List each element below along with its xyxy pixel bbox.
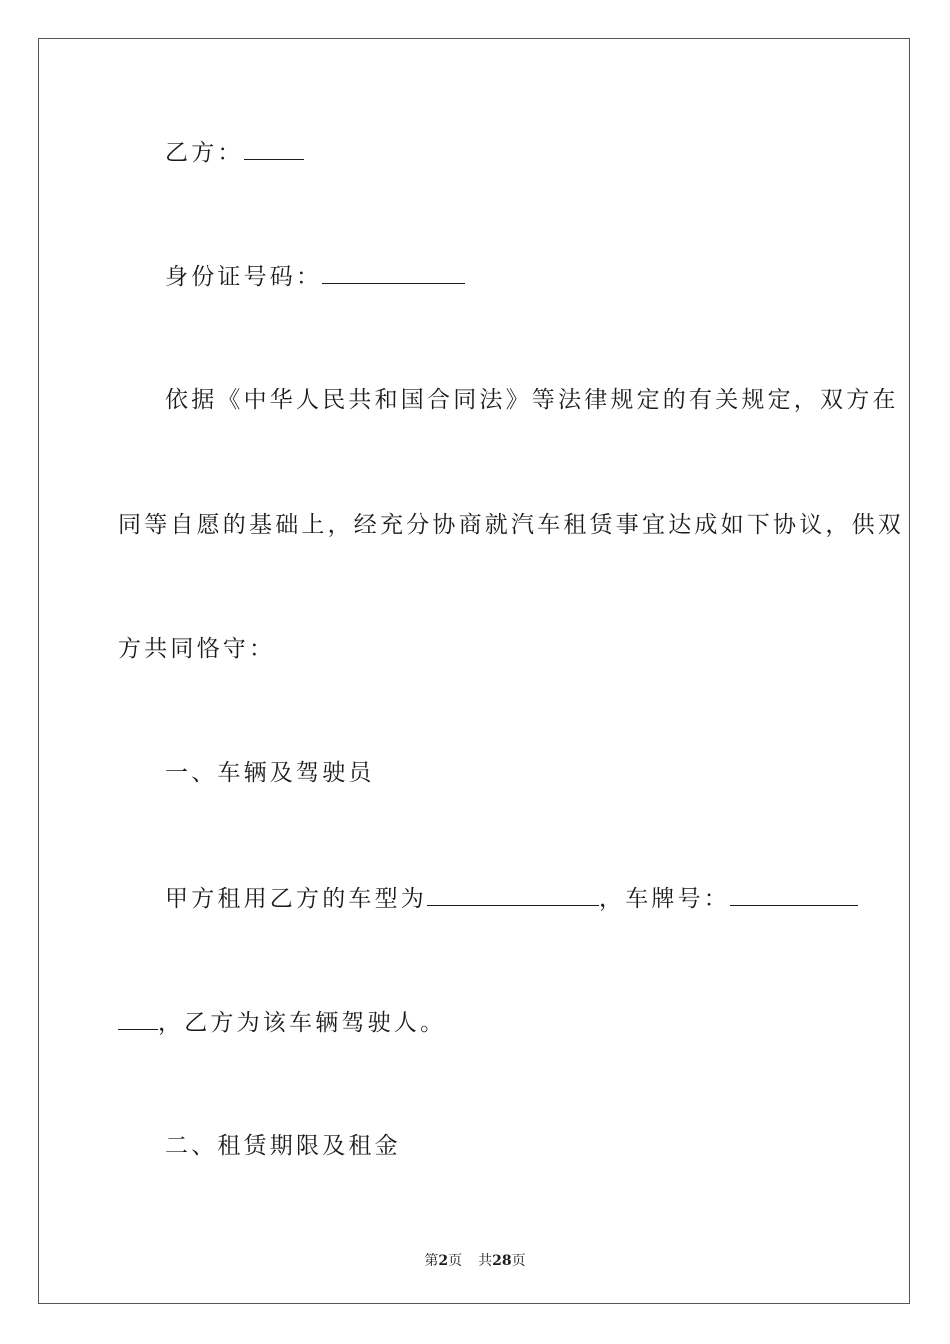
- party-b-label: 乙方：: [165, 140, 244, 166]
- page-prefix: 第: [424, 1253, 439, 1269]
- section-heading-vehicle: 一、车辆及驾驶员: [165, 760, 375, 786]
- page-footer: [0, 1250, 950, 1270]
- id-number-label: 身份证号码：: [165, 264, 323, 290]
- id-number-line: [165, 265, 465, 289]
- plate-number-blank: [730, 887, 858, 906]
- plate-number-label: ，车牌号：: [599, 886, 730, 912]
- party-b-blank: [244, 141, 304, 160]
- paragraph-line: 方共同恪守：: [118, 636, 276, 662]
- plate-number-blank-continued: [118, 1011, 158, 1030]
- page-frame: [38, 38, 910, 1304]
- vehicle-model-blank: [427, 887, 599, 906]
- driver-text: ，乙方为该车辆驾驶人。: [158, 1010, 447, 1036]
- vehicle-model-label: 甲方租用乙方的车型为: [165, 886, 427, 912]
- vehicle-line-continued: [118, 1011, 446, 1035]
- page-number: 2: [438, 1253, 449, 1269]
- section-heading-term: 二、租赁期限及租金: [165, 1133, 401, 1159]
- total-prefix: 共: [478, 1253, 493, 1269]
- id-number-blank: [322, 265, 465, 284]
- party-b-line: [165, 141, 304, 165]
- page-suffix: 页: [448, 1253, 463, 1269]
- vehicle-line: [165, 887, 858, 911]
- total-pages: 28: [492, 1253, 512, 1269]
- total-suffix: 页: [511, 1253, 526, 1269]
- paragraph-line: 同等自愿的基础上，经充分协商就汽车租赁事宜达成如下协议，供双: [118, 512, 904, 538]
- paragraph-line: 依据《中华人民共和国合同法》等法律规定的有关规定，双方在: [165, 387, 899, 413]
